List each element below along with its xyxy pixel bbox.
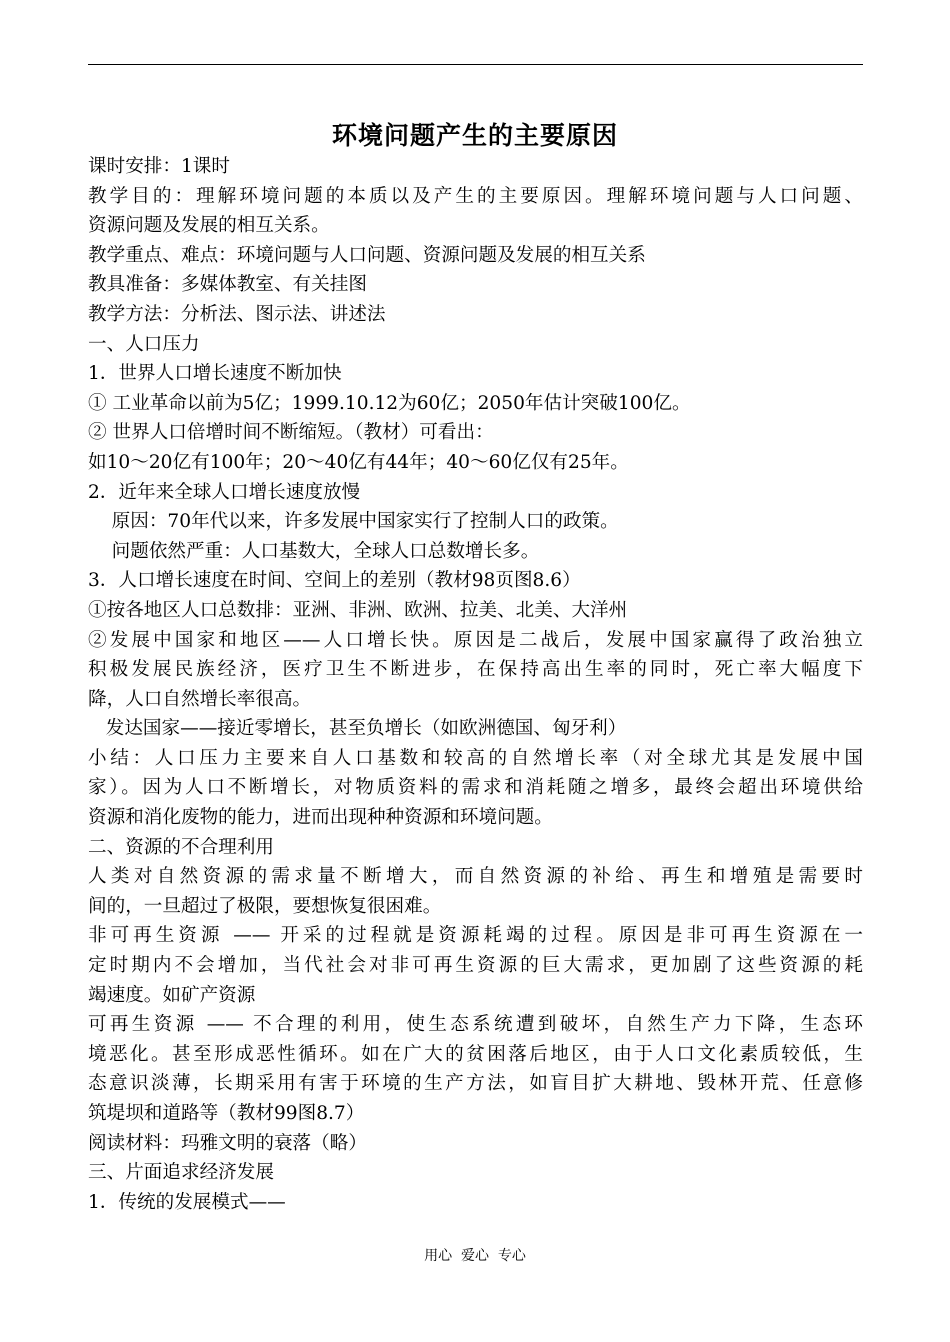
text-line: 原因：70年代以来，许多发展中国家实行了控制人口的政策。 [88, 511, 619, 533]
header-rule [88, 64, 863, 65]
text-line: 二、资源的不合理利用 [88, 836, 274, 858]
text-line: 三、片面追求经济发展 [88, 1162, 274, 1184]
text-line: 教具准备：多媒体教室、有关挂图 [88, 274, 367, 296]
text-line: 资源问题及发展的相互关系。 [88, 215, 330, 237]
text-line: 境恶化。甚至形成恶性循环。如在广大的贫困落后地区，由于人口文化素质较低，生 [88, 1043, 863, 1065]
text-line: 教学目的：理解环境问题的本质以及产生的主要原因。理解环境问题与人口问题、 [88, 185, 863, 207]
text-line: 间的，一旦超过了极限，要想恢复很困难。 [88, 895, 442, 917]
text-line: 教学方法：分析法、图示法、讲述法 [88, 303, 386, 325]
text-line: 一、人口压力 [88, 333, 200, 355]
document-title: 环境问题产生的主要原因 [331, 121, 618, 150]
text-line: 家）。因为人口不断增长，对物质资料的需求和消耗随之增多，最终会超出环境供给 [88, 777, 863, 799]
text-line: ② 世界人口倍增时间不断缩短。（教材）可看出： [88, 422, 494, 444]
text-line: 2．近年来全球人口增长速度放慢 [88, 481, 361, 503]
text-line: 如10～20亿有100年；20～40亿有44年；40～60亿仅有25年。 [88, 451, 629, 473]
text-line: 可再生资源 —— 不合理的利用，使生态系统遭到破坏，自然生产力下降，生态环 [88, 1014, 863, 1036]
text-line: 阅读材料：玛雅文明的衰落（略） [88, 1132, 367, 1154]
text-line: 1．世界人口增长速度不断加快 [88, 363, 342, 385]
text-line: 定时期内不会增加，当代社会对非可再生资源的巨大需求，更加剧了这些资源的耗 [88, 955, 863, 977]
text-line: 发达国家——接近零增长，甚至负增长（如欧洲德国、匈牙利） [88, 718, 627, 740]
text-line: 3．人口增长速度在时间、空间上的差别（教材98页图8.6） [88, 570, 581, 592]
text-line: 态意识淡薄，长期采用有害于环境的生产方法，如盲目扩大耕地、毁林开荒、任意修 [88, 1073, 863, 1095]
page-footer: 用心 爱心 专心 [424, 1248, 526, 1264]
text-line: 资源和消化废物的能力，进而出现种种资源和环境问题。 [88, 807, 553, 829]
text-line: 人类对自然资源的需求量不断增大，而自然资源的补给、再生和增殖是需要时 [88, 866, 863, 888]
text-line: 竭速度。如矿产资源 [88, 984, 256, 1006]
text-line: 非可再生资源 —— 开采的过程就是资源耗竭的过程。原因是非可再生资源在一 [88, 925, 863, 947]
text-line: 教学重点、难点：环境问题与人口问题、资源问题及发展的相互关系 [88, 244, 646, 266]
text-line: ① 工业革命以前为5亿；1999.10.12为60亿；2050年估计突破100亿。 [88, 392, 691, 414]
text-line: 小结：人口压力主要来自人口基数和较高的自然增长率（对全球尤其是发展中国 [88, 747, 863, 769]
text-line: 降，人口自然增长率很高。 [88, 688, 312, 710]
text-line: ②发展中国家和地区——人口增长快。原因是二战后，发展中国家赢得了政治独立 [88, 629, 863, 651]
text-line: 1．传统的发展模式—— [88, 1191, 286, 1213]
text-line: 积极发展民族经济，医疗卫生不断进步，在保持高出生率的同时，死亡率大幅度下 [88, 659, 863, 681]
document-body [88, 152, 863, 1217]
text-line: 筑堤坝和道路等（教材99图8.7） [88, 1103, 365, 1124]
text-line: 课时安排：1课时 [88, 156, 230, 177]
text-line: ①按各地区人口总数排：亚洲、非洲、欧洲、拉美、北美、大洋州 [88, 599, 628, 621]
text-line: 问题依然严重：人口基数大，全球人口总数增长多。 [88, 540, 540, 562]
